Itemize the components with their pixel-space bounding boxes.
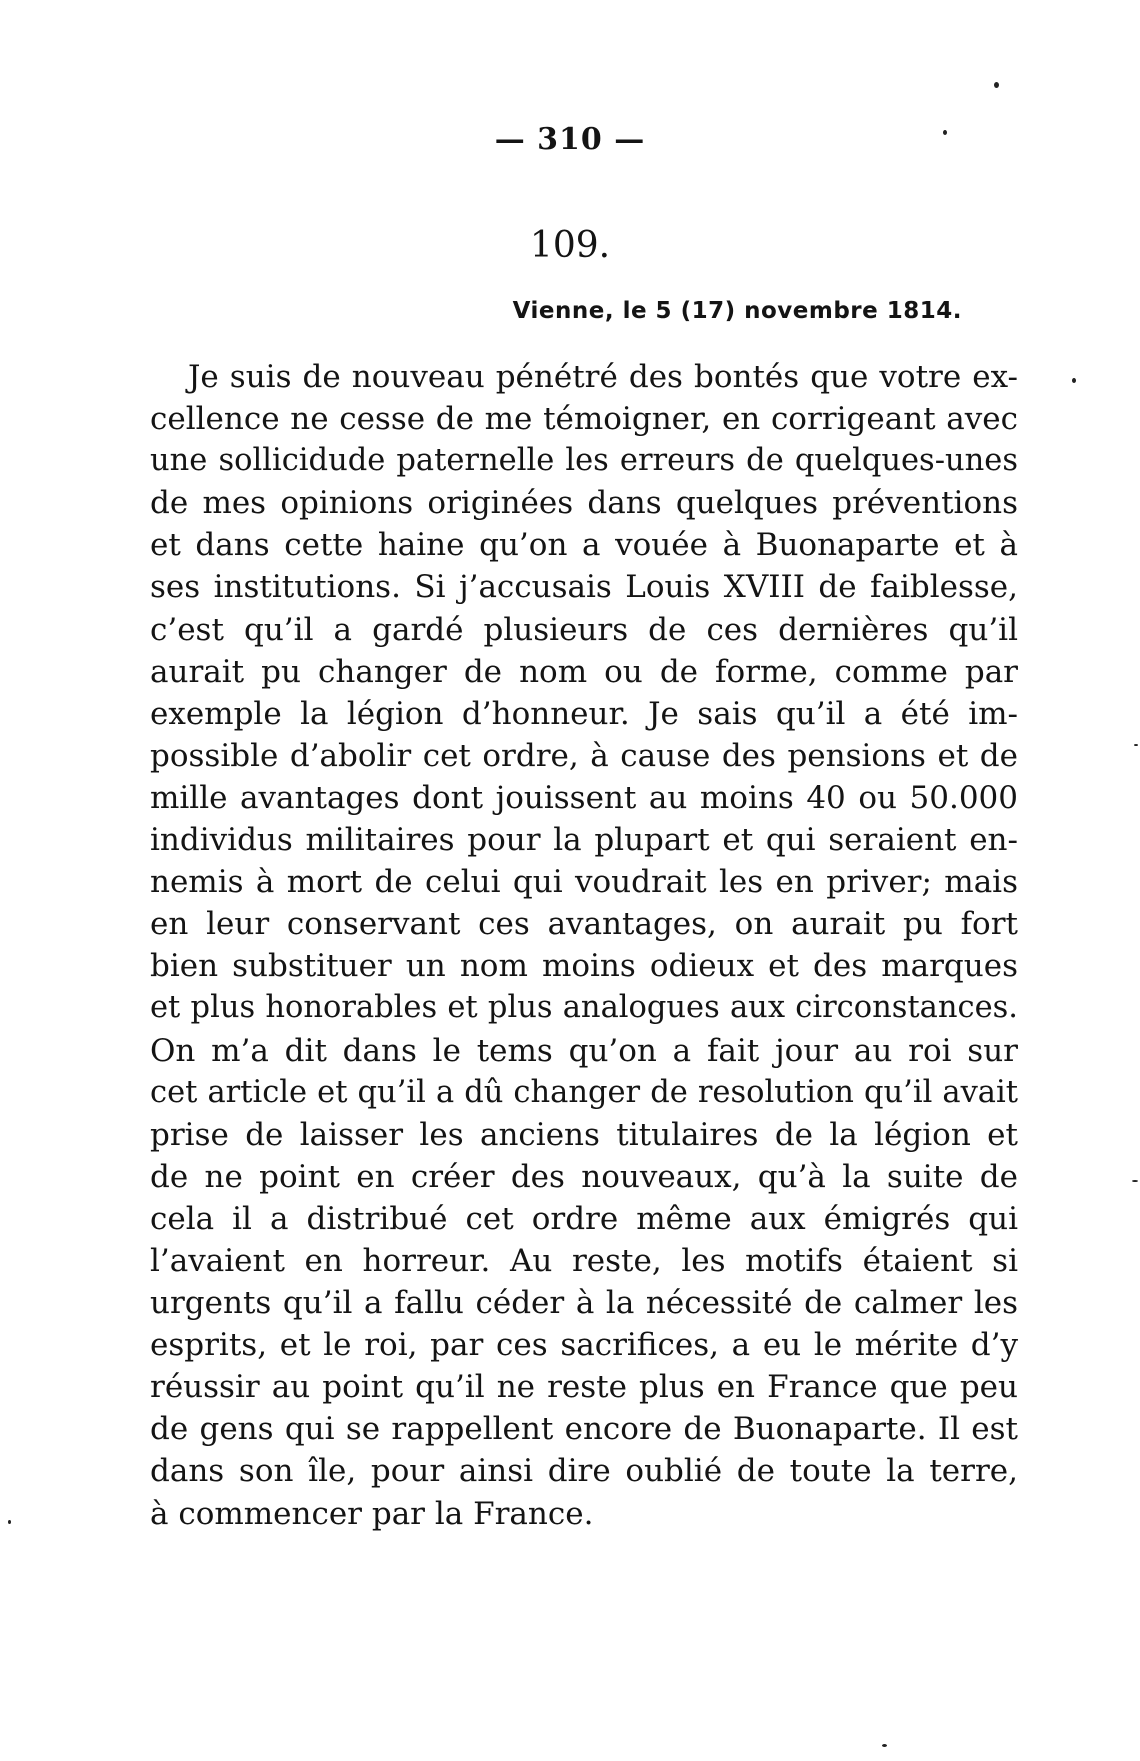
text-line: en leur conservant ces avantages, on aurait pu fort — [150, 906, 1018, 943]
text-line: cet article et qu’il a dû changer de resolution qu’il avait — [150, 1074, 1018, 1110]
text-line: individus militaires pour la plupart et qui seraient en- — [150, 822, 1018, 859]
text-line: cellence ne cesse de me témoigner, en corrigeant avec — [150, 401, 1018, 438]
text-line: On m’a dit dans le tems qu’on a fait jour au roi sur — [150, 1032, 1018, 1069]
scan-speck — [994, 82, 999, 88]
scan-speck — [1072, 378, 1076, 383]
text-line: esprits, et le roi, par ces sacrifices, a eu le mérite d’y — [150, 1327, 1018, 1364]
text-line: et plus honorables et plus analogues aux circonstances. — [150, 990, 1018, 1026]
letter-body — [150, 356, 1018, 1535]
text-line: de mes opinions originées dans quelques préventions — [150, 485, 1018, 522]
text-line: possible d’abolir cet ordre, à cause des pensions et de — [150, 737, 1018, 774]
text-line: nemis à mort de celui qui voudrait les en priver; mais — [150, 864, 1018, 901]
text-line: l’avaient en horreur. Au reste, les motifs étaient si — [150, 1242, 1018, 1279]
text-line: cela il a distribué cet ordre même aux émigrés qui — [150, 1200, 1018, 1237]
text-line: une sollicidude paternelle les erreurs de quelques-unes — [150, 443, 1018, 479]
letter-number: 109. — [529, 225, 611, 266]
text-line: de ne point en créer des nouveaux, qu’à la suite de — [150, 1158, 1018, 1195]
text-line: aurait pu changer de nom ou de forme, comme par — [150, 653, 1018, 690]
text-line: dans son île, pour ainsi dire oublié de toute la terre, — [150, 1453, 1018, 1490]
scan-speck — [943, 130, 947, 135]
scan-speck — [1132, 1180, 1138, 1182]
text-line: de gens qui se rappellent encore de Buonaparte. Il est — [150, 1411, 1018, 1448]
dateline: Vienne, le 5 (17) novembre 1814. — [512, 298, 962, 324]
text-line: urgents qu’il a fallu céder à la nécessité de calmer les — [150, 1285, 1018, 1322]
page-number: — 310 — — [494, 122, 646, 157]
text-line: ses institutions. Si j’accusais Louis XVIII de faiblesse, — [150, 569, 1018, 606]
text-line: à commencer par la France. — [150, 1495, 594, 1532]
text-line: réussir au point qu’il ne reste plus en France que peu — [150, 1369, 1018, 1406]
text-line: c’est qu’il a gardé plusieurs de ces dernières qu’il — [150, 611, 1018, 648]
scan-speck — [882, 1744, 887, 1747]
text-line: mille avantages dont jouissent au moins 40 ou 50.000 — [150, 779, 1018, 816]
text-line: exemple la légion d’honneur. Je sais qu’il a été im- — [150, 695, 1018, 732]
text-line: et dans cette haine qu’on a vouée à Buonaparte et à — [150, 527, 1018, 564]
scan-speck — [8, 1520, 11, 1524]
text-line: bien substituer un nom moins odieux et des marques — [150, 948, 1018, 985]
text-line: Je suis de nouveau pénétré des bontés que votre ex- — [188, 359, 1018, 395]
scan-speck — [1134, 744, 1138, 746]
text-line: prise de laisser les anciens titulaires de la légion et — [150, 1116, 1018, 1153]
